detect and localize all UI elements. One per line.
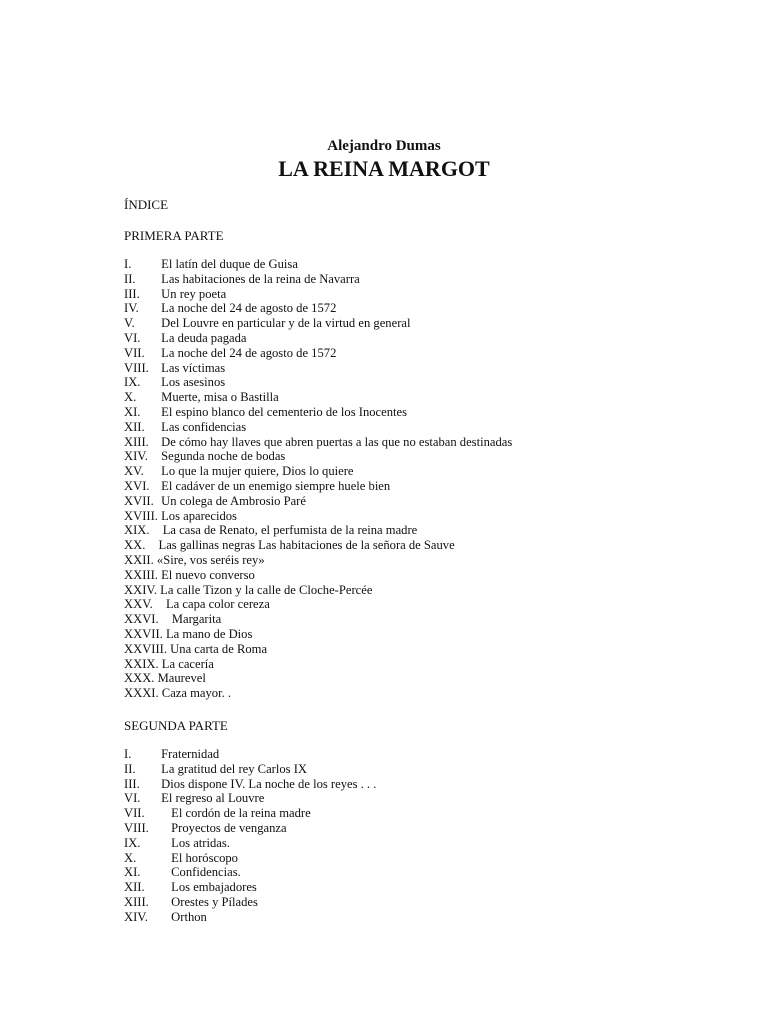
toc-entry (124, 449, 684, 464)
chapter-title: Una carta de Roma (170, 641, 268, 656)
toc-entry (124, 464, 684, 479)
toc-entry (124, 346, 684, 361)
chapter-title: Los asesinos (161, 375, 226, 390)
toc-entry (124, 375, 684, 390)
chapter-title: Orthon (171, 909, 207, 924)
chapter-number: XXIV. (124, 582, 158, 597)
chapter-title: Margarita (171, 612, 222, 627)
chapter-title: La gratitud del rey Carlos IX (161, 761, 307, 776)
chapter-title: El espino blanco del cementerio de los Inocentes (161, 404, 407, 419)
chapter-title: Dios dispone IV. La noche de los reyes . . . (161, 776, 377, 791)
chapter-number: II. (124, 761, 136, 776)
index-heading: ÍNDICE (124, 197, 169, 212)
toc-entry (124, 657, 684, 672)
chapter-title: Las víctimas (161, 360, 226, 375)
chapter-number: XX. (124, 538, 146, 553)
toc-entry (124, 627, 684, 642)
toc-entry (124, 301, 684, 316)
chapter-title: El nuevo converso (161, 567, 255, 582)
toc-entry (124, 671, 684, 686)
chapter-title: La calle Tizon y la calle de Cloche-Percée (160, 582, 373, 597)
toc-entry (124, 806, 684, 821)
part2-heading: SEGUNDA PARTE (124, 718, 228, 733)
chapter-title: La capa color cereza (165, 597, 270, 612)
chapter-title: El cadáver de un enemigo siempre huele bien (161, 478, 391, 493)
chapter-title: La deuda pagada (161, 330, 247, 345)
chapter-number: II. (124, 271, 136, 286)
toc-entry (124, 821, 684, 836)
chapter-number: XII. (124, 419, 145, 434)
chapter-title: Un colega de Ambrosio Paré (161, 493, 306, 508)
book-title: LA REINA MARGOT (278, 156, 490, 181)
chapter-number: X. (124, 850, 137, 865)
toc-entry (124, 597, 684, 612)
chapter-number: IV. (124, 301, 139, 316)
chapter-title: Los atridas. (171, 835, 230, 850)
chapter-number: III. (124, 776, 140, 791)
toc-entry (124, 553, 684, 568)
part1-chapter-list (124, 257, 684, 701)
toc-entry (124, 405, 684, 420)
chapter-number: VIII. (124, 360, 149, 375)
chapter-number: X. (124, 390, 137, 405)
toc-entry (124, 642, 684, 657)
chapter-number: VIII. (124, 820, 149, 835)
chapter-number: XVI. (124, 478, 150, 493)
toc-entry (124, 777, 684, 792)
toc-entry (124, 316, 684, 331)
chapter-title: La noche del 24 de agosto de 1572 (161, 345, 337, 360)
toc-entry (124, 287, 684, 302)
chapter-title: Un rey poeta (161, 286, 227, 301)
toc-entry (124, 612, 684, 627)
toc-entry (124, 910, 684, 925)
toc-entry (124, 390, 684, 405)
toc-entry (124, 523, 684, 538)
chapter-title: La casa de Renato, el perfumista de la reina madre (162, 523, 418, 538)
chapter-title: «Sire, vos seréis rey» (156, 552, 265, 567)
chapter-title: El cordón de la reina madre (171, 806, 311, 821)
chapter-number: I. (124, 257, 132, 271)
chapter-number: XVIII. (124, 508, 158, 523)
chapter-number: XXIII. (124, 567, 158, 582)
chapter-number: XI. (124, 404, 141, 419)
chapter-number: XXX. (124, 671, 155, 686)
chapter-title: Caza mayor. . (161, 686, 232, 701)
chapter-number: VI. (124, 791, 141, 806)
chapter-number: I. (124, 747, 132, 761)
chapter-number: XVII. (124, 493, 154, 508)
chapter-title: Proyectos de venganza (171, 820, 287, 835)
chapter-number: IX. (124, 835, 141, 850)
toc-entry (124, 851, 684, 866)
toc-entry (124, 420, 684, 435)
toc-entry (124, 791, 684, 806)
chapter-number: XXVII. (124, 626, 163, 641)
toc-entry (124, 686, 684, 701)
chapter-title: Fraternidad (161, 747, 220, 761)
chapter-title: Muerte, misa o Bastilla (161, 390, 279, 405)
chapter-title: Lo que la mujer quiere, Dios lo quiere (161, 464, 354, 479)
toc-entry (124, 865, 684, 880)
chapter-number: VII. (124, 345, 145, 360)
chapter-title: Confidencias. (171, 865, 241, 880)
chapter-title: Las habitaciones de la reina de Navarra (161, 271, 360, 286)
chapter-title: Orestes y Pílades (171, 894, 258, 909)
chapter-title: De cómo hay llaves que abren puertas a las que no estaban destinadas (161, 434, 513, 449)
chapter-title: Las confidencias (161, 419, 247, 434)
chapter-title: La noche del 24 de agosto de 1572 (161, 301, 337, 316)
chapter-number: XXV. (124, 597, 153, 612)
chapter-number: XXII. (124, 552, 154, 567)
chapter-number: III. (124, 286, 140, 301)
chapter-number: XV. (124, 464, 144, 479)
chapter-title: Los embajadores (171, 880, 257, 895)
toc-entry (124, 509, 684, 524)
chapter-number: XIV. (124, 449, 148, 464)
chapter-number: IX. (124, 375, 141, 390)
toc-entry (124, 568, 684, 583)
toc-entry (124, 880, 684, 895)
chapter-number: XIII. (124, 434, 149, 449)
toc-entry (124, 747, 684, 762)
chapter-title: El horóscopo (171, 850, 238, 865)
toc-entry (124, 361, 684, 376)
toc-entry (124, 494, 684, 509)
chapter-title: El regreso al Louvre (161, 791, 265, 806)
toc-entry (124, 257, 684, 272)
chapter-title: El latín del duque de Guisa (161, 257, 298, 271)
toc-entry (124, 836, 684, 851)
chapter-title: Los aparecidos (161, 508, 237, 523)
toc-entry (124, 895, 684, 910)
toc-entry (124, 435, 684, 450)
chapter-title: Segunda noche de bodas (161, 449, 286, 464)
chapter-number: XXXI. (124, 686, 159, 701)
chapter-title: Las gallinas negras Las habitaciones de la señora de Sauve (158, 538, 455, 553)
chapter-title: Maurevel (157, 671, 206, 686)
toc-entry (124, 583, 684, 598)
chapter-number: XXVI. (124, 612, 159, 627)
chapter-number: XXIX. (124, 656, 159, 671)
chapter-number: XIV. (124, 909, 148, 924)
toc-entry (124, 479, 684, 494)
chapter-number: XII. (124, 880, 145, 895)
chapter-number: VI. (124, 330, 141, 345)
toc-entry (124, 331, 684, 346)
chapter-number: XIX. (124, 523, 150, 538)
toc-entry (124, 538, 684, 553)
chapter-title: Del Louvre en particular y de la virtud en general (161, 316, 411, 331)
toc-entry (124, 272, 684, 287)
chapter-number: V. (124, 316, 135, 331)
chapter-number: XXVIII. (124, 641, 168, 656)
chapter-number: VII. (124, 806, 145, 821)
chapter-number: XIII. (124, 894, 149, 909)
author-name: Alejandro Dumas (327, 138, 441, 154)
toc-entry (124, 762, 684, 777)
chapter-title: La cacería (161, 656, 214, 671)
chapter-title: La mano de Dios (165, 626, 253, 641)
chapter-number: XI. (124, 865, 141, 880)
part2-chapter-list (124, 747, 684, 925)
part1-heading: PRIMERA PARTE (124, 228, 224, 243)
